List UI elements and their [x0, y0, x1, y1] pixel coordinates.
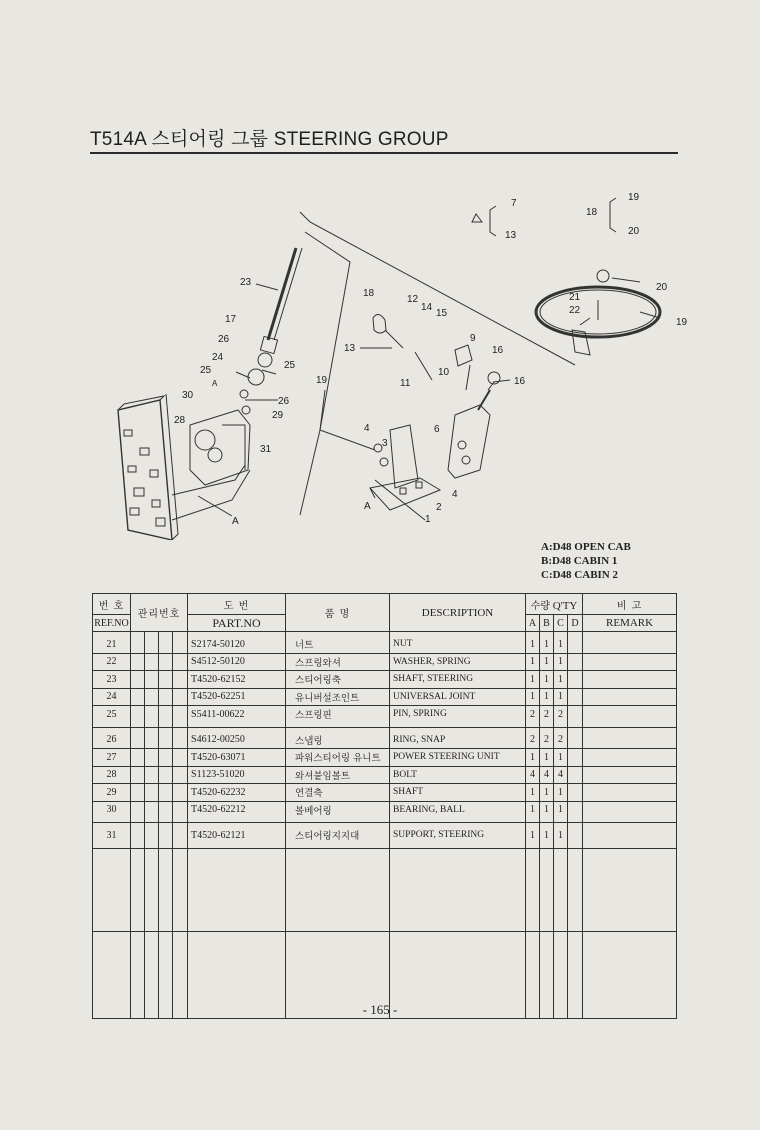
cell-empty: [159, 766, 173, 784]
cell-empty: [131, 749, 145, 767]
cell-empty: [583, 671, 677, 689]
cell-ref: 28: [93, 766, 131, 784]
cell-c: 2: [554, 727, 568, 749]
cell-ref: 27: [93, 749, 131, 767]
cell-ref: 30: [93, 801, 131, 823]
cell-part: S4512-50120: [188, 653, 286, 671]
remark-header-kr: 비 고: [583, 594, 677, 615]
cell-part: T4520-62152: [188, 671, 286, 689]
cell-empty: [568, 848, 583, 931]
callout-24: 24: [212, 352, 224, 363]
title-rule: [90, 152, 678, 154]
cell-ref: 29: [93, 784, 131, 802]
cell-empty: [145, 727, 159, 749]
cell-c: 1: [554, 653, 568, 671]
callout-26: 26: [278, 396, 290, 407]
callout-7: 7: [511, 198, 517, 209]
cell-a: 1: [526, 688, 540, 706]
cell-empty: [145, 749, 159, 767]
cell-d: [568, 653, 583, 671]
cell-empty: [93, 848, 131, 931]
table-row: [93, 727, 677, 749]
cell-empty: [540, 848, 554, 931]
cell-empty: [131, 848, 145, 931]
callout-4: 4: [452, 489, 458, 500]
cell-a: 1: [526, 823, 540, 849]
cell-empty: [159, 706, 173, 728]
callout-19: 19: [628, 192, 640, 203]
cell-desc: BOLT: [390, 766, 526, 784]
cell-c: 1: [554, 688, 568, 706]
callout-8: 10: [438, 367, 450, 378]
cell-part: T4520-62232: [188, 784, 286, 802]
callout-23: 23: [240, 277, 252, 288]
cell-empty: [159, 671, 173, 689]
cell-a: 1: [526, 632, 540, 654]
cell-b: 1: [540, 688, 554, 706]
cell-empty: [583, 727, 677, 749]
cell-empty: [159, 653, 173, 671]
cell-empty: [159, 823, 173, 849]
cell-c: 1: [554, 671, 568, 689]
cell-empty: [145, 688, 159, 706]
cell-empty: [583, 801, 677, 823]
qty-col-b: B: [540, 615, 554, 632]
cell-ref: 23: [93, 671, 131, 689]
cell-empty: [159, 801, 173, 823]
cell-b: 4: [540, 766, 554, 784]
cell-empty: [159, 727, 173, 749]
cell-desc: UNIVERSAL JOINT: [390, 688, 526, 706]
cell-empty: [131, 653, 145, 671]
cell-d: [568, 671, 583, 689]
cell-c: 1: [554, 632, 568, 654]
callout-12: 14: [421, 302, 433, 313]
cell-kor: 스티어링지지대: [286, 823, 390, 849]
cell-empty: [173, 766, 188, 784]
cell-kor: 너트: [286, 632, 390, 654]
cell-c: 2: [554, 706, 568, 728]
cell-ref: 25: [93, 706, 131, 728]
mgmt-header: 관리번호: [131, 594, 188, 632]
cell-a: 4: [526, 766, 540, 784]
cell-empty: [159, 632, 173, 654]
callout-a: A: [212, 379, 218, 388]
cell-b: 1: [540, 653, 554, 671]
callout-16: 17: [225, 314, 237, 325]
table-row: [93, 688, 677, 706]
table-row: [93, 766, 677, 784]
cell-empty: [145, 632, 159, 654]
blank-row: [93, 848, 677, 931]
cell-empty: [159, 848, 173, 931]
cell-part: S2174-50120: [188, 632, 286, 654]
cell-c: 4: [554, 766, 568, 784]
callout-31: A: [232, 516, 239, 527]
cell-empty: [173, 653, 188, 671]
part-header-en: PART.NO: [188, 615, 286, 632]
cell-empty: [286, 848, 390, 931]
cell-empty: [554, 848, 568, 931]
cell-part: S4612-00250: [188, 727, 286, 749]
table-row: [93, 749, 677, 767]
cell-a: 1: [526, 749, 540, 767]
page-title: T514A 스티어링 그룹 STEERING GROUP: [90, 129, 449, 150]
cell-b: 2: [540, 706, 554, 728]
table-row: [93, 823, 677, 849]
cell-empty: [583, 749, 677, 767]
cell-d: [568, 706, 583, 728]
cell-kor: 볼베어링: [286, 801, 390, 823]
model-legend: [541, 540, 631, 582]
cell-desc: RING, SNAP: [390, 727, 526, 749]
cell-ref: 31: [93, 823, 131, 849]
cell-empty: [145, 823, 159, 849]
description-header: DESCRIPTION: [390, 594, 526, 632]
callout-13: 13: [505, 230, 517, 241]
cell-kor: 스냅링: [286, 727, 390, 749]
table-row: [93, 671, 677, 689]
callout-2: 2: [436, 502, 442, 513]
cell-empty: [526, 848, 540, 931]
cell-empty: [583, 784, 677, 802]
callout-18: 18: [586, 207, 598, 218]
cell-empty: [583, 766, 677, 784]
cell-a: 1: [526, 784, 540, 802]
cell-part: T4520-62251: [188, 688, 286, 706]
callout-14: 16: [492, 345, 504, 356]
callout-13: 15: [436, 308, 448, 319]
qty-header: [526, 594, 583, 615]
cell-desc: WASHER, SPRING: [390, 653, 526, 671]
qty-header-en: Q'TY: [552, 599, 578, 612]
cell-empty: [173, 688, 188, 706]
cell-empty: [188, 848, 286, 931]
cell-b: 1: [540, 801, 554, 823]
table-row: [93, 653, 677, 671]
cell-empty: [173, 823, 188, 849]
callout-11: 13: [344, 343, 356, 354]
callout-28: 29: [272, 410, 284, 421]
cell-empty: [173, 784, 188, 802]
cell-d: [568, 632, 583, 654]
cell-d: [568, 784, 583, 802]
steering-exploded-diagram: [0, 160, 760, 540]
cell-kor: 스프링핀: [286, 706, 390, 728]
remark-header-en: REMARK: [583, 615, 677, 632]
callout-10: 12: [407, 294, 419, 305]
cell-desc: SHAFT, STEERING: [390, 671, 526, 689]
part-header-kr: 도 번: [188, 594, 286, 615]
callout-17: 18: [363, 288, 375, 299]
callout-3: 3: [382, 438, 388, 449]
cell-empty: [583, 848, 677, 931]
callout-29: 30: [182, 390, 194, 401]
cell-b: 1: [540, 749, 554, 767]
cell-kor: 스티어링축: [286, 671, 390, 689]
callout-20: 20: [656, 282, 668, 293]
cell-a: 2: [526, 706, 540, 728]
cell-kor: 연결축: [286, 784, 390, 802]
callout-25: 25: [284, 360, 296, 371]
callout-16: 16: [514, 376, 526, 387]
cell-empty: [173, 727, 188, 749]
qty-col-a: A: [526, 615, 540, 632]
name-header-kr: 품 명: [286, 594, 390, 632]
callout-9: 11: [400, 378, 411, 389]
callout-20: 20: [628, 226, 640, 237]
cell-desc: POWER STEERING UNIT: [390, 749, 526, 767]
cell-empty: [173, 671, 188, 689]
parts-table: [92, 593, 677, 1019]
callout-26: 26: [218, 334, 230, 345]
ref-header-en: REF.NO: [93, 615, 131, 632]
cell-b: 2: [540, 727, 554, 749]
cell-empty: [173, 706, 188, 728]
cell-desc: SHAFT: [390, 784, 526, 802]
callout-27: 28: [174, 415, 186, 426]
cell-empty: [131, 706, 145, 728]
cell-part: S5411-00622: [188, 706, 286, 728]
parts-table-body: [93, 632, 677, 1019]
cell-desc: SUPPORT, STEERING: [390, 823, 526, 849]
qty-col-d: D: [568, 615, 583, 632]
cell-c: 1: [554, 784, 568, 802]
table-row: [93, 784, 677, 802]
table-row: [93, 632, 677, 654]
cell-empty: [131, 688, 145, 706]
cell-part: T4520-62212: [188, 801, 286, 823]
cell-empty: [173, 632, 188, 654]
cell-empty: [390, 848, 526, 931]
cell-kor: 와셔붙임볼트: [286, 766, 390, 784]
callout-25: 25: [200, 365, 212, 376]
cell-empty: [145, 766, 159, 784]
cell-ref: 26: [93, 727, 131, 749]
table-row: [93, 801, 677, 823]
cell-empty: [131, 766, 145, 784]
cell-empty: [145, 848, 159, 931]
cell-empty: [131, 671, 145, 689]
callout-19: 19: [676, 317, 688, 328]
callout-22: 22: [569, 305, 581, 316]
cell-empty: [131, 632, 145, 654]
callout-7: 9: [470, 333, 476, 344]
callout-a: A: [364, 501, 371, 512]
cell-d: [568, 749, 583, 767]
callout-30: 31: [260, 444, 272, 455]
legend-line: B:D48 CABIN 1: [541, 555, 618, 567]
qty-col-c: C: [554, 615, 568, 632]
cell-empty: [131, 727, 145, 749]
cell-empty: [131, 823, 145, 849]
cell-empty: [159, 688, 173, 706]
cell-empty: [131, 784, 145, 802]
cell-a: 1: [526, 801, 540, 823]
callout-15: 19: [316, 375, 328, 386]
cell-ref: 22: [93, 653, 131, 671]
legend-line: A:D48 OPEN CAB: [541, 541, 631, 553]
cell-a: 1: [526, 653, 540, 671]
cell-empty: [145, 706, 159, 728]
cell-empty: [583, 706, 677, 728]
cell-part: S1123-51020: [188, 766, 286, 784]
cell-empty: [159, 749, 173, 767]
cell-empty: [145, 784, 159, 802]
cell-kor: 유니버설조인트: [286, 688, 390, 706]
page-number: - 165 -: [362, 1002, 398, 1017]
callout-1: 1: [425, 514, 431, 525]
cell-b: 1: [540, 823, 554, 849]
cell-c: 1: [554, 749, 568, 767]
cell-b: 1: [540, 632, 554, 654]
cell-empty: [131, 801, 145, 823]
qty-header-kr: 수량: [530, 600, 551, 612]
cell-empty: [145, 801, 159, 823]
cell-b: 1: [540, 784, 554, 802]
cell-empty: [173, 848, 188, 931]
ref-header-kr: 번 호: [93, 594, 131, 615]
cell-empty: [145, 671, 159, 689]
reference-line: [300, 232, 350, 515]
cell-part: T4520-62121: [188, 823, 286, 849]
cell-ref: 24: [93, 688, 131, 706]
cell-desc: NUT: [390, 632, 526, 654]
cell-c: 1: [554, 801, 568, 823]
cell-c: 1: [554, 823, 568, 849]
cell-empty: [173, 801, 188, 823]
cell-kor: 스프링와셔: [286, 653, 390, 671]
cell-empty: [583, 632, 677, 654]
cell-desc: PIN, SPRING: [390, 706, 526, 728]
table-row: [93, 706, 677, 728]
cell-d: [568, 801, 583, 823]
cell-b: 1: [540, 671, 554, 689]
callout-4: 4: [364, 423, 370, 434]
cell-empty: [173, 749, 188, 767]
cell-ref: 21: [93, 632, 131, 654]
legend-line: C:D48 CABIN 2: [541, 569, 618, 581]
cell-empty: [583, 688, 677, 706]
cell-part: T4520-63071: [188, 749, 286, 767]
cell-desc: BEARING, BALL: [390, 801, 526, 823]
cell-d: [568, 727, 583, 749]
cell-d: [568, 766, 583, 784]
cell-empty: [159, 784, 173, 802]
cell-a: 2: [526, 727, 540, 749]
callout-21: 21: [569, 292, 581, 303]
reference-line: [300, 212, 575, 365]
cell-empty: [583, 653, 677, 671]
callout-5: 6: [434, 424, 440, 435]
cell-empty: [145, 653, 159, 671]
cell-d: [568, 688, 583, 706]
cell-d: [568, 823, 583, 849]
cell-a: 1: [526, 671, 540, 689]
cell-empty: [583, 823, 677, 849]
cell-kor: 파워스티어링 유니트: [286, 749, 390, 767]
